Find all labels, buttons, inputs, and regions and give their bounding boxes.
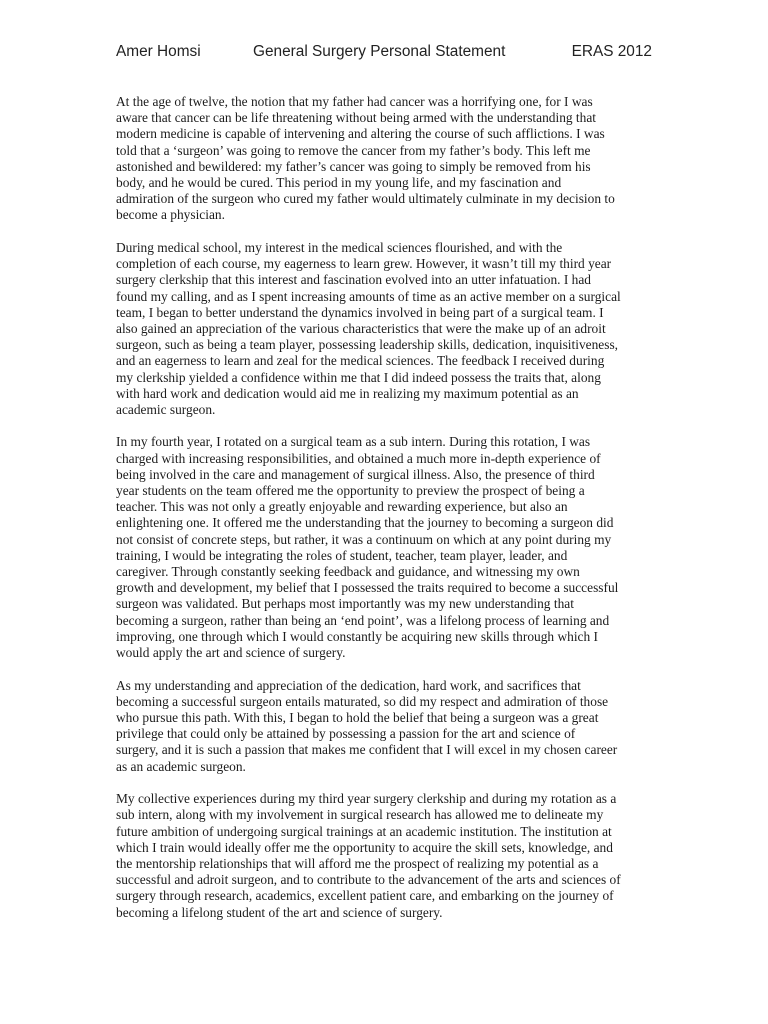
text-line: surgeon, such as being a team player, possessing leadership skills, dedication, inquisitiveness, [116,337,619,353]
text-line: becoming a lifelong student of the art and science of surgery. [116,904,443,920]
application-session: ERAS 2012 [571,43,652,60]
text-line: growth and development, my belief that I possessed the traits required to become a successful [116,580,619,596]
text-line: teacher. This was not only a greatly enjoyable and rewarding experience, but also an [116,499,568,515]
text-line: body, and he would be cured. This period in my young life, and my fascination and [116,175,562,191]
text-line: team, I began to better understand the dynamics involved in being part of a surgical team. I [116,304,604,320]
text-line: training, I would be integrating the roles of student, teacher, team player, leader, and [116,547,568,563]
text-line: found my calling, and as I spent increasing amounts of time as an active member on a surgical [116,288,621,304]
text-line: who pursue this path. With this, I began to hold the belief that being a surgeon was a great [116,710,599,725]
text-line: astonished and bewildered: my father’s cancer was going to simply be removed from his [116,158,591,174]
text-line: not consist of concrete steps, but rather, it was a continuum on which at any point during my [116,531,612,547]
text-line: surgery, and it is such a passion that makes me confident that I will excel in my chosen career [116,742,618,758]
text-line: surgery clerkship that this interest and fascination evolved into an utter infatuation. I had [116,272,591,288]
text-line: being involved in the care and management of surgical illness. Also, the presence of third [116,466,595,482]
text-line: aware that cancer can be life threatening without being armed with the understanding that [116,110,597,126]
text-line: becoming a successful surgeon entails maturated, so did my respect and admiration of those [116,693,609,709]
text-line: academic surgeon. [116,401,216,417]
text-line: privilege that could only be attained by possessing a passion for the art and science of [116,726,576,742]
text-line: future ambition of undergoing surgical trainings at an academic institution. The institution at [116,823,612,839]
text-line: year students on the team offered me the opportunity to preview the prospect of being a [116,483,585,499]
text-line: charged with increasing responsibilities, and obtained a much more in-depth experience of [116,450,601,466]
text-line: admiration of the surgeon who cured my father would ultimately culminate in my decision to [116,191,615,207]
paragraph [116,791,652,921]
text-line: surgeon was validated. But perhaps most importantly was my new understanding that [116,596,574,612]
text-line: become a physician. [116,207,225,223]
paragraph [116,678,652,775]
text-line: told that a ‘surgeon’ was going to remove the cancer from my father’s body. This left me [116,142,591,158]
text-line: also gained an appreciation of the various characteristics that were the make up of an adroit [116,320,606,336]
paragraph [116,94,652,224]
document-title: General Surgery Personal Statement [253,43,506,60]
text-line: as an academic surgeon. [116,758,246,774]
text-line: At the age of twelve, the notion that my father had cancer was a horrifying one, for I was [116,94,593,109]
text-line: would apply the art and science of surgery. [116,645,346,661]
paragraph [116,240,652,418]
text-line: As my understanding and appreciation of the dedication, hard work, and sacrifices that [116,677,581,693]
text-line: which I train would ideally offer me the opportunity to acquire the skill sets, knowledge, and [116,839,613,855]
text-line: and an eagerness to learn and zeal for the medical sciences. The feedback I received during [116,353,605,369]
text-line: During medical school, my interest in the medical sciences flourished, and with the [116,239,563,255]
text-line: modern medicine is capable of intervening and altering the course of such afflictions. I was [116,126,605,142]
text-line: completion of each course, my eagerness to learn grew. However, it wasn’t till my third year [116,256,612,272]
text-line: In my fourth year, I rotated on a surgical team as a sub intern. During this rotation, I was [116,434,591,450]
page-header [116,43,652,67]
text-line: successful and adroit surgeon, and to contribute to the advancement of the arts and sciences of [116,872,621,888]
text-line: improving, one through which I would constantly be acquiring new skills through which I [116,628,598,644]
text-line: caregiver. Through constantly seeking feedback and guidance, and witnessing my own [116,564,580,580]
statement-body [116,94,652,937]
text-line: sub intern, along with my involvement in surgical research has allowed me to delineate my [116,807,604,823]
text-line: My collective experiences during my third year surgery clerkship and during my rotation as a [116,791,617,807]
text-line: my clerkship yielded a confidence within me that I did indeed possess the traits that, along [116,369,601,385]
text-line: enlightening one. It offered me the understanding that the journey to becoming a surgeon did [116,515,614,531]
text-line: the mentorship relationships that will afford me the prospect of realizing my potential as a [116,855,599,871]
text-line: becoming a surgeon, rather than being an ‘end point’, was a lifelong process of learning and [116,612,610,628]
text-line: with hard work and dedication would aid me in realizing my maximum potential as an [116,385,579,401]
paragraph [116,434,652,661]
author-name: Amer Homsi [116,43,201,60]
text-line: surgery through research, academics, excellent patient care, and embarking on the journey of [116,888,614,904]
